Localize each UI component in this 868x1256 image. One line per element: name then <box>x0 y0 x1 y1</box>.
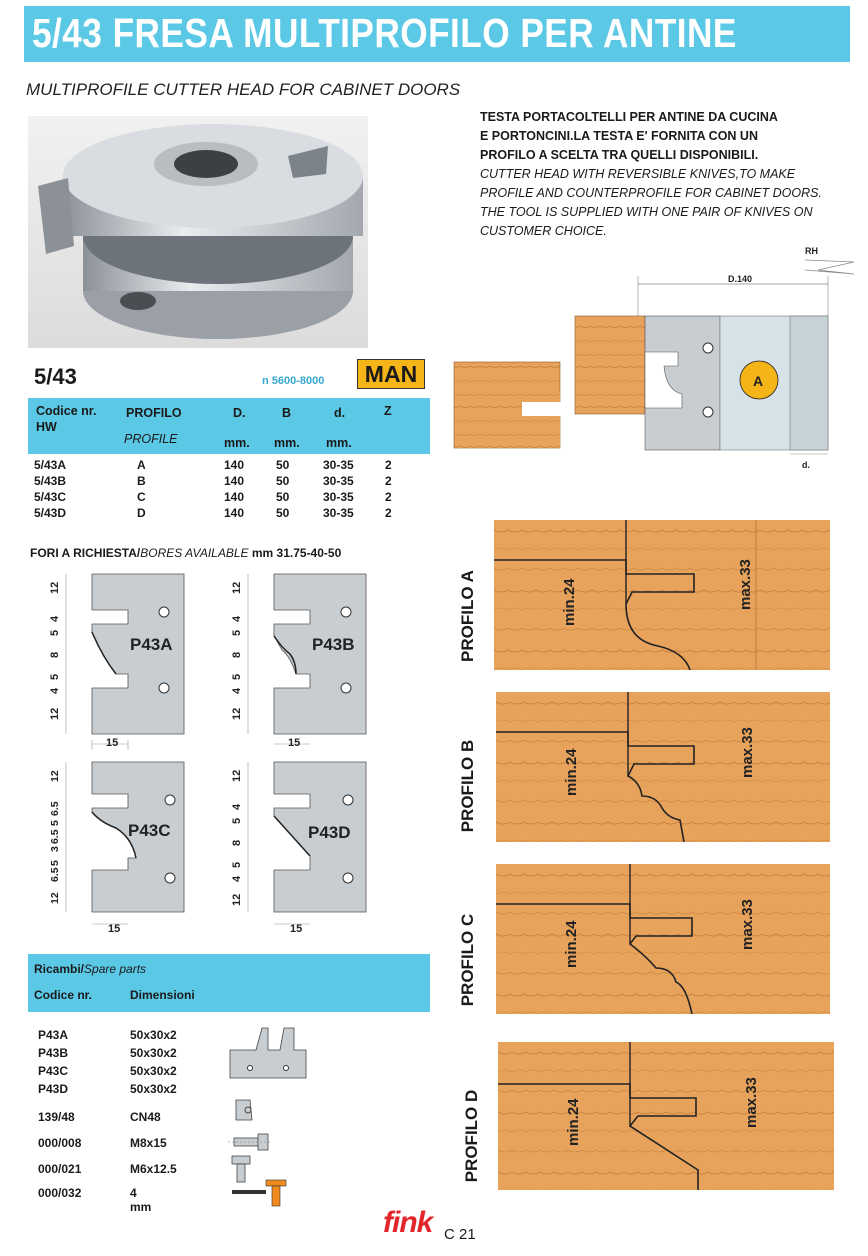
cell-b: 50 <box>276 458 290 472</box>
desc-it-line: TESTA PORTACOLTELLI PER ANTINE DA CUCINA <box>480 110 778 124</box>
knife-dim: 4 <box>49 615 61 622</box>
th-code: Codice nr. <box>36 404 97 418</box>
spare-code: P43D <box>38 1082 69 1096</box>
th-unit: mm. <box>274 436 300 450</box>
cell-profilo: C <box>137 490 146 504</box>
spare-code: P43B <box>38 1046 69 1060</box>
knife-dim: 6.5 <box>49 829 61 844</box>
cell-z: 2 <box>385 506 392 520</box>
page-title: 5/43 FRESA MULTIPROFILO PER ANTINE <box>32 10 737 56</box>
hex-key-icon <box>226 1176 290 1208</box>
description <box>480 108 840 241</box>
profile-label: PROFILO C <box>458 913 477 1007</box>
spare-title-en: Spare parts <box>84 962 147 976</box>
knife-part-icon <box>228 1024 310 1082</box>
spare-code: 000/032 <box>38 1186 82 1200</box>
spare-dim: CN48 <box>130 1110 161 1124</box>
knife-width: 15 <box>290 923 303 935</box>
min-depth: min.24 <box>561 578 578 626</box>
th-unit: mm. <box>224 436 250 450</box>
spare-code: P43C <box>38 1064 69 1078</box>
cell-b: 50 <box>276 474 290 488</box>
desc-it-line: E PORTONCINI.LA TESTA E' FORNITA CON UN <box>480 129 758 143</box>
spare-dim: 50x30x2 <box>130 1028 177 1042</box>
max-depth: max.33 <box>739 727 756 778</box>
profile-d-drawing <box>498 1042 834 1190</box>
profile-label: PROFILO A <box>458 570 477 662</box>
knife-dim: 5 <box>49 673 61 680</box>
knife-dim: 12 <box>49 581 61 594</box>
cell-z: 2 <box>385 490 392 504</box>
cell-d: 140 <box>224 490 245 504</box>
min-depth: min.24 <box>565 1098 582 1146</box>
cell-d: 140 <box>224 474 245 488</box>
knife-dim: 5 <box>49 820 61 826</box>
brand-logo: fink <box>383 1206 433 1239</box>
spare-code: 139/48 <box>38 1110 75 1124</box>
knife-dim: 12 <box>231 581 243 594</box>
knife-dim: 5 <box>231 673 243 680</box>
spare-dim: 50x30x2 <box>130 1082 177 1096</box>
knife-dim: 6.5 <box>49 867 61 882</box>
knife-drawing-p43a <box>36 570 196 750</box>
spare-dim: 50x30x2 <box>130 1046 177 1060</box>
table-row <box>0 490 430 506</box>
bores-label-en: BORES AVAILABLE <box>140 546 249 560</box>
profile-label: PROFILO B <box>458 739 477 833</box>
cell-dd: 30-35 <box>323 490 354 504</box>
cell-d: 140 <box>224 506 245 520</box>
spare-code: 000/008 <box>38 1136 82 1150</box>
knife-a-marker: A <box>753 373 764 389</box>
knife-width: 15 <box>106 737 119 749</box>
spare-col-dim: Dimensioni <box>130 988 195 1002</box>
knife-dim: 8 <box>49 651 61 658</box>
max-depth: max.33 <box>737 559 754 610</box>
cell-d: 140 <box>224 458 245 472</box>
knife-dim: 12 <box>231 769 243 782</box>
page-number: C 21 <box>444 1226 476 1243</box>
bores-label-it: FORI A RICHIESTA/ <box>30 546 141 560</box>
man-badge: MAN <box>357 359 425 389</box>
spare-dim: 4 mm <box>130 1186 152 1214</box>
product-photo <box>28 116 368 348</box>
knife-name: P43B <box>312 635 355 654</box>
rotation-arrow-icon <box>805 260 854 274</box>
cell-z: 2 <box>385 474 392 488</box>
profile-b-drawing <box>496 692 830 842</box>
knife-dim: 4 <box>231 615 243 622</box>
knife-name: P43A <box>130 635 173 654</box>
cell-b: 50 <box>276 506 290 520</box>
knife-dim: 12 <box>49 770 61 782</box>
table-header <box>28 398 430 454</box>
cell-z: 2 <box>385 458 392 472</box>
knife-dim: 12 <box>231 893 243 906</box>
cell-code: 5/43B <box>34 474 67 488</box>
profile-a-drawing <box>494 520 830 670</box>
cell-b: 50 <box>276 490 290 504</box>
table-row <box>0 474 430 490</box>
knife-dim: 5 <box>231 629 243 636</box>
knife-name: P43C <box>128 821 171 840</box>
cell-code: 5/43D <box>34 506 67 520</box>
knife-drawing-p43b <box>218 570 378 750</box>
screw-m8-icon <box>228 1130 272 1154</box>
bores-values: mm 31.75-40-50 <box>251 546 342 560</box>
table-row <box>0 458 430 474</box>
knife-dim: 8 <box>231 651 243 658</box>
subtitle: MULTIPROFILE CUTTER HEAD FOR CABINET DOORS <box>26 80 461 99</box>
min-depth: min.24 <box>563 920 580 968</box>
cell-profilo: D <box>137 506 146 520</box>
cell-profilo: B <box>137 474 146 488</box>
wedge-icon <box>230 1096 262 1124</box>
knife-dim: 4 <box>231 875 243 882</box>
knife-drawing-p43c <box>36 758 196 938</box>
th-profilo: PROFILO <box>126 406 182 420</box>
bore-label: d. <box>802 460 810 470</box>
cell-dd: 30-35 <box>323 506 354 520</box>
tool-section-diagram <box>450 240 860 480</box>
desc-it-line: PROFILO A SCELTA TRA QUELLI DISPONIBILI. <box>480 148 759 162</box>
product-code: 5/43 <box>34 364 77 389</box>
spare-code: P43A <box>38 1028 69 1042</box>
min-depth: min.24 <box>563 748 580 796</box>
rh-label: RH <box>805 246 818 256</box>
th-profile-en: PROFILE <box>124 432 178 446</box>
cell-code: 5/43A <box>34 458 67 472</box>
spare-title-it: Ricambi/ <box>34 962 85 976</box>
knife-dim: 12 <box>231 707 243 720</box>
diameter-label: D.140 <box>728 274 753 284</box>
knife-name: P43D <box>308 823 351 842</box>
max-depth: max.33 <box>743 1077 760 1128</box>
table-row <box>0 506 430 522</box>
cell-dd: 30-35 <box>323 458 354 472</box>
profile-label: PROFILO D <box>462 1089 481 1183</box>
knife-dim: 3 <box>49 846 61 852</box>
knife-dim: 6.5 <box>49 801 61 816</box>
th-d: D. <box>233 406 246 420</box>
knife-dim: 4 <box>49 687 61 694</box>
desc-en-line: THE TOOL IS SUPPLIED WITH ONE PAIR OF KNIVES ON <box>480 205 813 219</box>
desc-en-line: PROFILE AND COUNTERPROFILE FOR CABINET DOORS. <box>480 186 822 200</box>
cell-code: 5/43C <box>34 490 67 504</box>
spare-dim: M6x12.5 <box>130 1162 177 1176</box>
knife-dim: 5 <box>49 629 61 636</box>
knife-dim: 12 <box>49 892 61 904</box>
spare-header <box>28 954 430 1012</box>
spare-title <box>34 962 146 976</box>
knife-dim: 5 <box>231 817 243 824</box>
th-code-hw: HW <box>36 420 57 434</box>
knife-dim: 5 <box>231 861 243 868</box>
cell-dd: 30-35 <box>323 474 354 488</box>
spare-dim: M8x15 <box>130 1136 167 1150</box>
desc-en-line: CUSTOMER CHOICE. <box>480 224 607 238</box>
spare-dim: 50x30x2 <box>130 1064 177 1078</box>
cell-profilo: A <box>137 458 146 472</box>
header-bar <box>24 6 850 62</box>
th-unit: mm. <box>326 436 352 450</box>
desc-en-line: CUTTER HEAD WITH REVERSIBLE KNIVES,TO MAKE <box>480 167 796 181</box>
th-b: B <box>282 406 292 420</box>
max-depth: max.33 <box>739 899 756 950</box>
knife-dim: 8 <box>231 839 243 846</box>
knife-dim: 4 <box>231 803 243 810</box>
knife-dim: 12 <box>49 707 61 720</box>
rpm-range: n 5600-8000 <box>262 375 325 387</box>
knife-width: 15 <box>108 923 121 935</box>
spare-code: 000/021 <box>38 1162 82 1176</box>
th-z: Z <box>384 404 392 418</box>
bores-note <box>30 546 341 560</box>
knife-dim: 4 <box>231 687 243 694</box>
spare-col-code: Codice nr. <box>34 988 93 1002</box>
profile-c-drawing <box>496 864 830 1014</box>
knife-dim: 5 <box>49 860 61 866</box>
knife-width: 15 <box>288 737 301 749</box>
th-dd: d. <box>334 406 346 420</box>
knife-drawing-p43d <box>218 758 378 938</box>
